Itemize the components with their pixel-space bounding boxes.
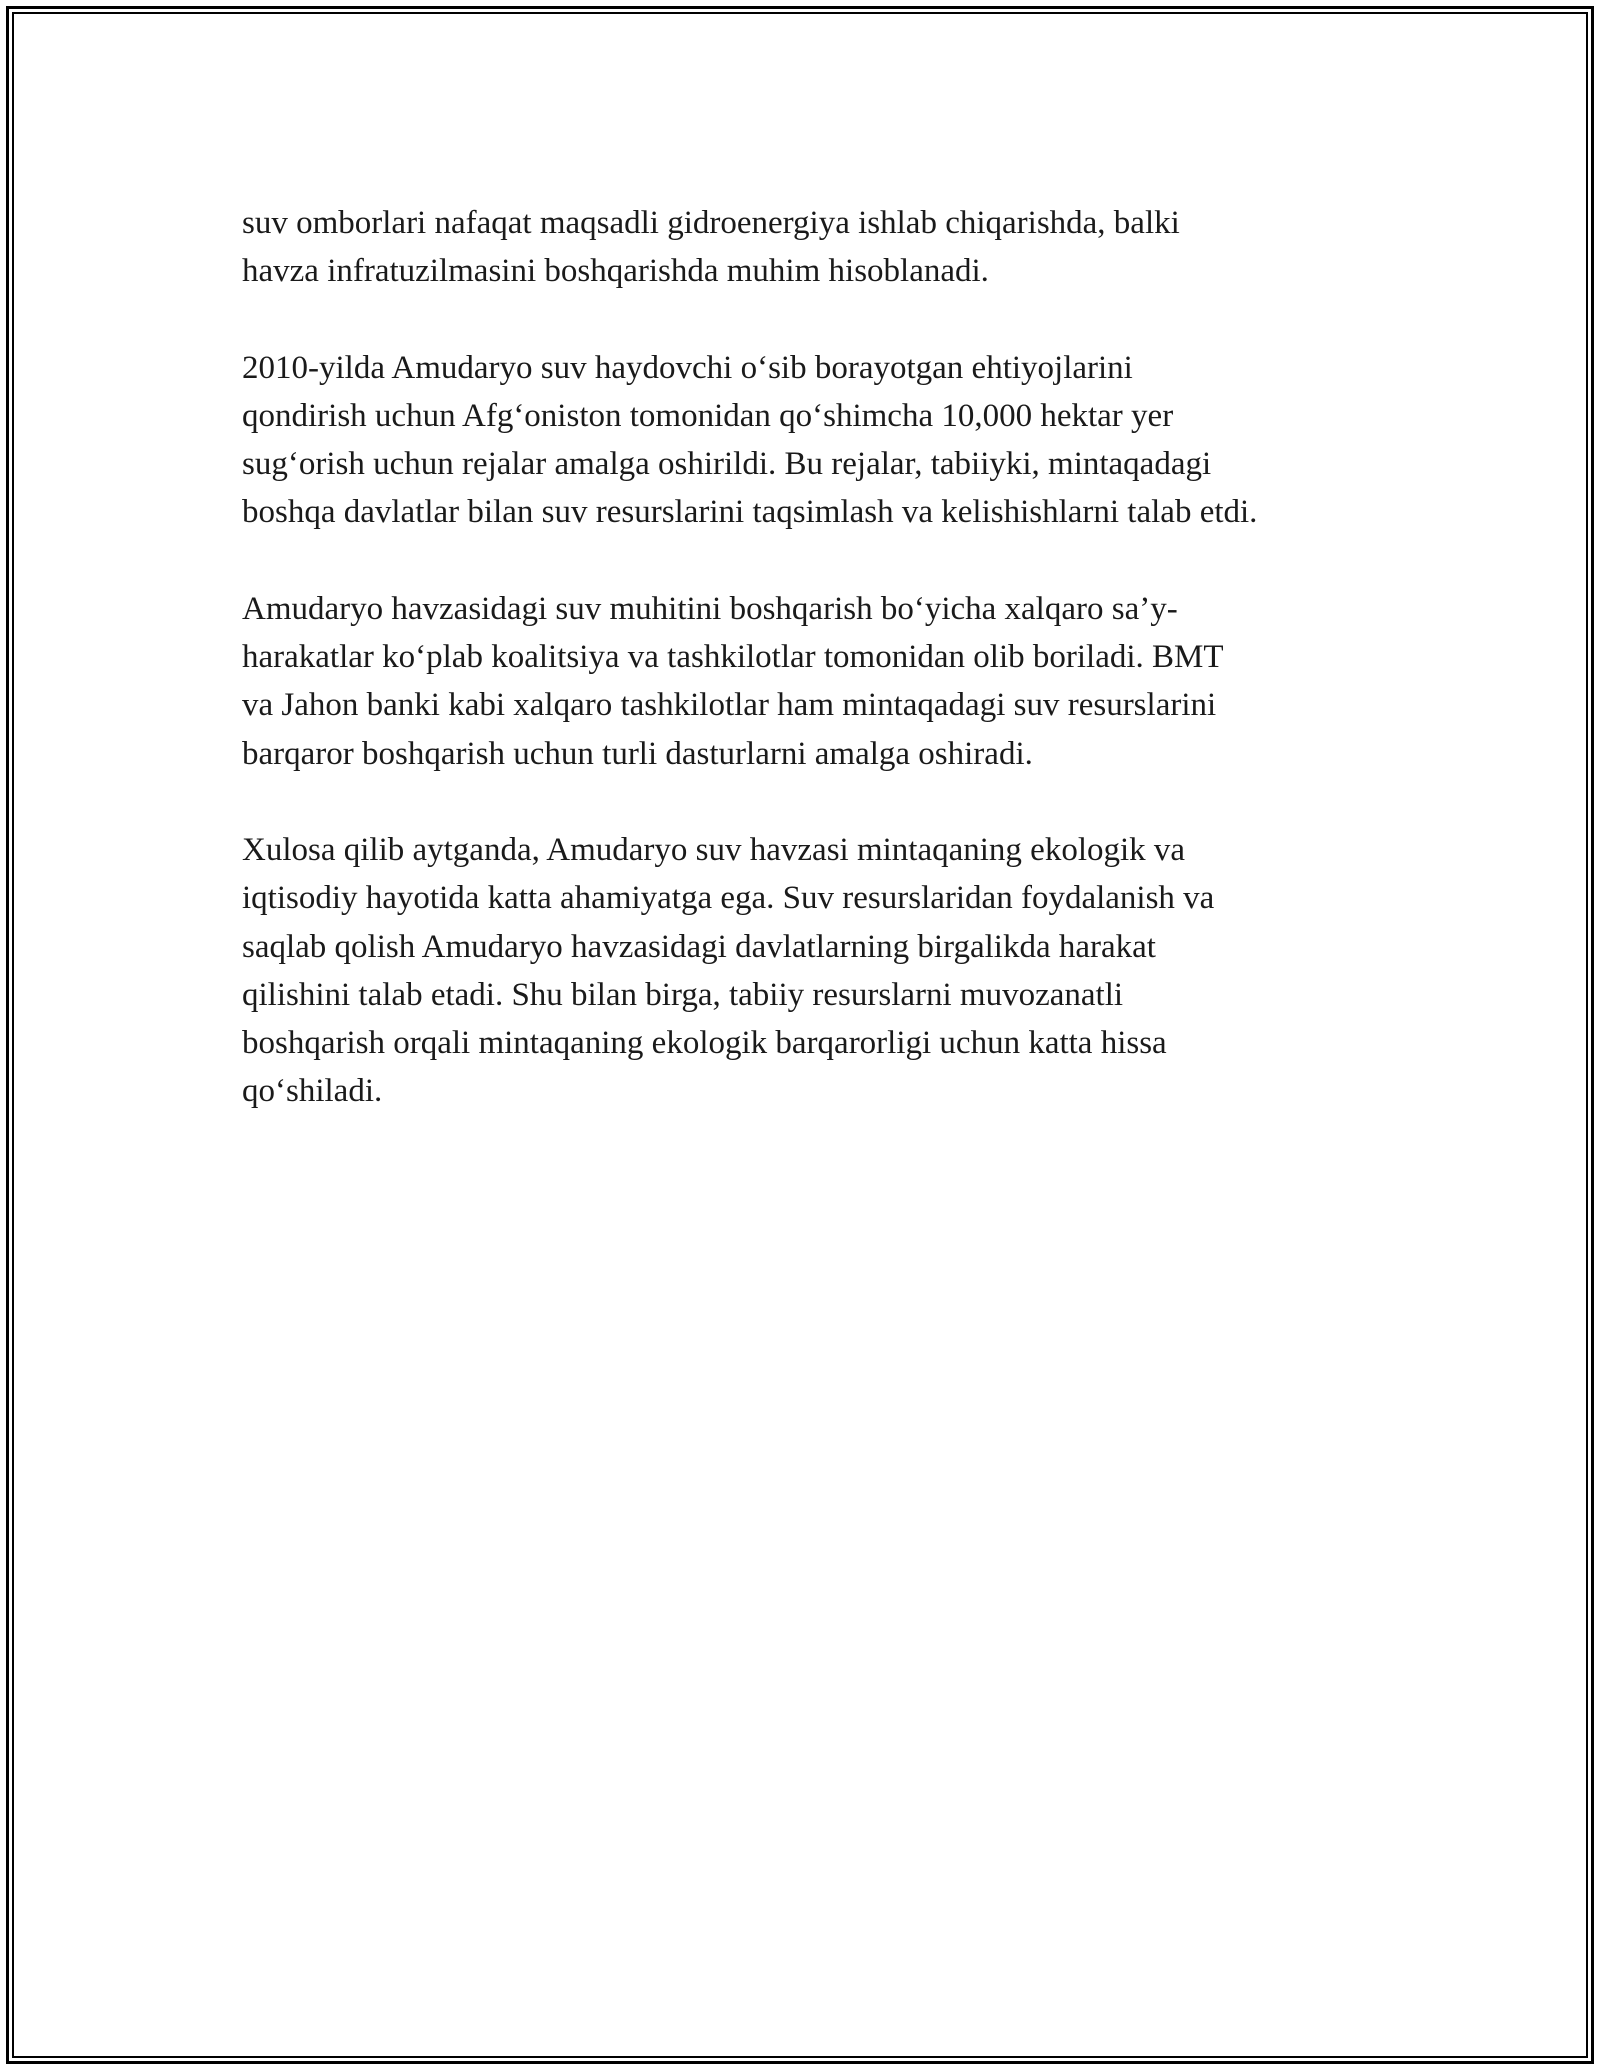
paragraph-3 <box>242 585 1402 778</box>
document-body <box>242 199 1402 1164</box>
page-border <box>6 6 1594 2064</box>
paragraph-4 <box>242 826 1402 1116</box>
text-line: suv omborlari nafaqat maqsadli gidroenergiya ishlab chiqarishda, balki <box>242 205 1180 241</box>
paragraph-2 <box>242 344 1402 537</box>
text-line: va Jahon banki kabi xalqaro tashkilotlar ham mintaqadagi suv resurslarini <box>242 687 1217 724</box>
text-line: barqaror boshqarish uchun turli dasturlarni amalga oshiradi. <box>242 735 1033 772</box>
paragraph-1 <box>242 199 1402 296</box>
text-line: havza infratuzilmasini boshqarishda muhim hisoblanadi. <box>242 253 989 290</box>
text-line: 2010-yilda Amudaryo suv haydovchi o‘sib borayotgan ehtiyojlarini <box>242 349 1133 386</box>
text-line: qilishini talab etadi. Shu bilan birga, tabiiy resurslarni muvozanatli <box>242 976 1124 1013</box>
text-line: qo‘shiladi. <box>242 1073 383 1110</box>
page-border-inner <box>12 12 1588 2058</box>
text-line: Xulosa qilib aytganda, Amudaryo suv havzasi mintaqaning ekologik va <box>242 831 1186 868</box>
text-line: harakatlar ko‘plab koalitsiya va tashkilotlar tomonidan olib boriladi. BMT <box>242 639 1224 676</box>
text-line: saqlab qolish Amudaryo havzasidagi davlatlarning birgalikda harakat <box>242 928 1156 965</box>
text-line: boshqa davlatlar bilan suv resurslarini taqsimlash va kelishishlarni talab etdi. <box>242 494 1258 531</box>
text-line: sug‘orish uchun rejalar amalga oshirildi. Bu rejalar, tabiiyki, mintaqadagi <box>242 446 1212 483</box>
text-line: qondirish uchun Afg‘oniston tomonidan qo‘shimcha 10,000 hektar yer <box>242 397 1174 434</box>
text-line: Amudaryo havzasidagi suv muhitini boshqarish bo‘yicha xalqaro sa’y- <box>242 590 1178 627</box>
text-line: boshqarish orqali mintaqaning ekologik barqarorligi uchun katta hissa <box>242 1025 1167 1062</box>
text-line: iqtisodiy hayotida katta ahamiyatga ega. Suv resurslaridan foydalanish va <box>242 880 1215 917</box>
